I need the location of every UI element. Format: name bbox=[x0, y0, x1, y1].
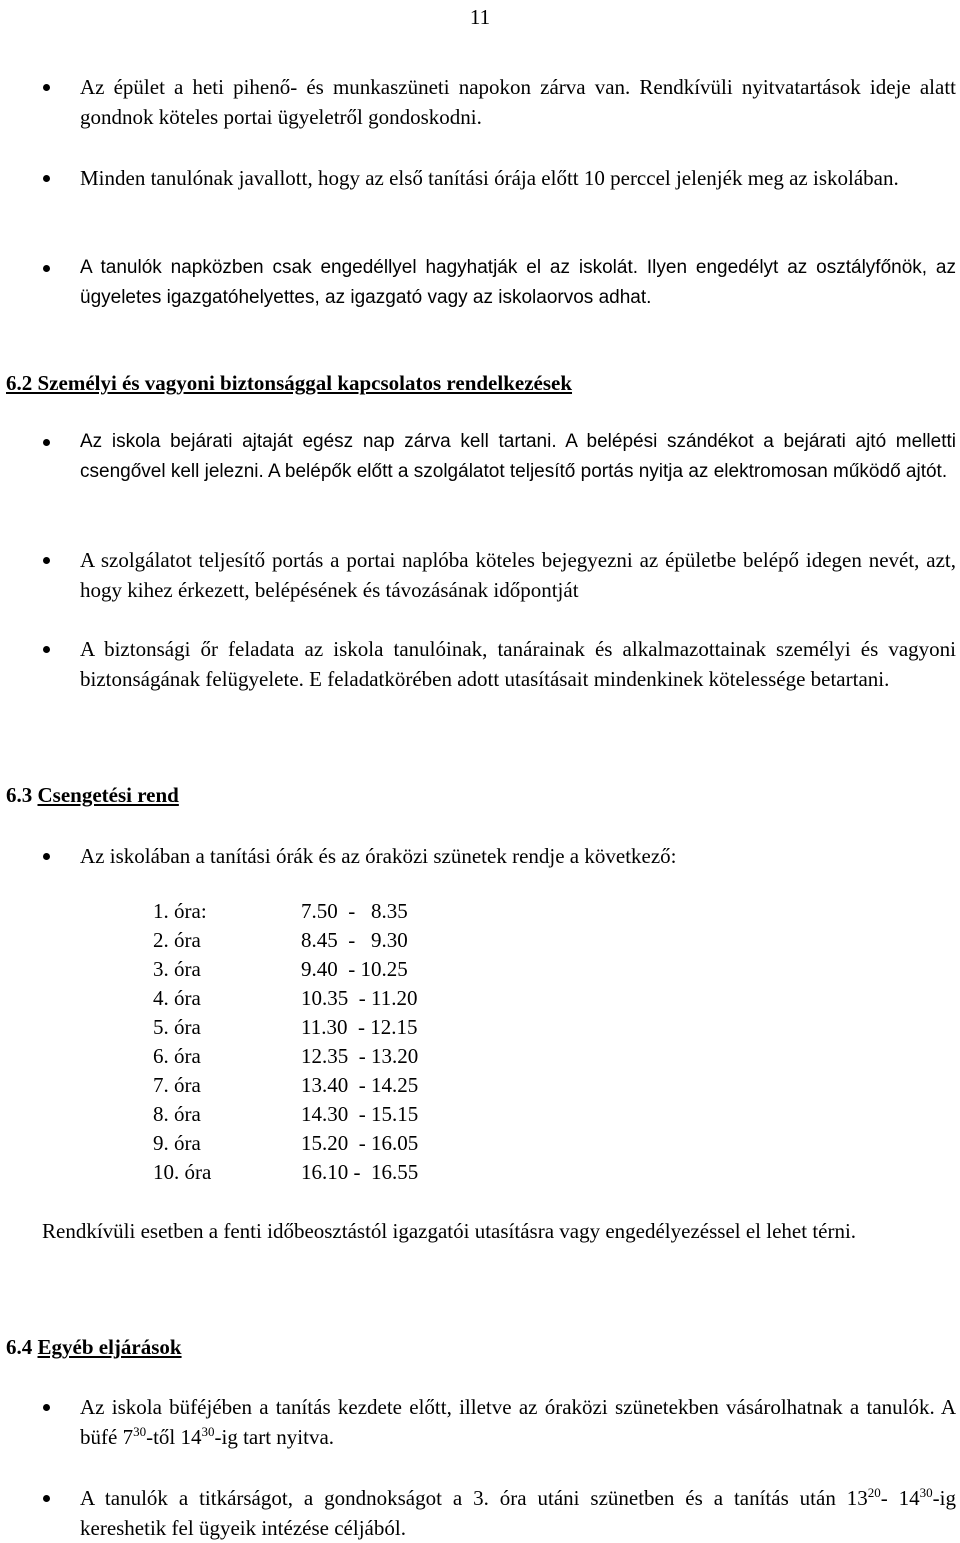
schedule-row: 8. óra 14.30 - 15.15 bbox=[153, 1102, 419, 1126]
bullet-building-closed: Az épület a heti pihenő- és munkaszüneti napokon zárva van. Rendkívüli nyitvatartások ideje alatt gondnok köteles portai ügyeletről gondoskodni. bbox=[80, 72, 956, 132]
schedule-row: 1. óra: 7.50 - 8.35 bbox=[153, 899, 408, 923]
schedule-row: 3. óra 9.40 - 10.25 bbox=[153, 957, 408, 981]
schedule-row: 7. óra 13.40 - 14.25 bbox=[153, 1073, 419, 1097]
bullet-schedule-intro: Az iskolában a tanítási órák és az óraközi szünetek rendje a következő: bbox=[80, 841, 956, 871]
section-6-3-heading: 6.3 Csengetési rend bbox=[6, 783, 179, 807]
bullet-leaving-permission: A tanulók napközben csak engedéllyel hagyhatják el az iskolát. Ilyen engedélyt az osztályfőnök, az ügyeletes igazgatóhelyettes, az igazgató vagy az iskolaorvos adhat. bbox=[80, 253, 956, 313]
bullet-office-hours: A tanulók a titkárságot, a gondnokságot a 3. óra utáni szünetben és a tanítás után $13^{20}-$ $14^{30}-ig$ kereshetik fel ügyeik intézése céljából. bbox=[80, 1483, 956, 1543]
bullet-security-guard: A biztonsági őr feladata az iskola tanulóinak, tanárainak és alkalmazottainak személyi és vagyoni biztonságának felügyelete. E feladatkörében adott utasításait mindenkinek kötelessége betartani. bbox=[80, 634, 956, 694]
page-number: 11 bbox=[469, 5, 491, 29]
bullet-arrival-time: Minden tanulónak javallott, hogy az első tanítási órája előtt 10 perccel jelenjék meg az iskolában. bbox=[80, 163, 956, 193]
bullet-porter-log: A szolgálatot teljesítő portás a portai naplóba köteles bejegyezni az épületbe belépő idegen nevét, azt, hogy kihez érkezett, belépésének és távozásának időpontját bbox=[80, 545, 956, 605]
section-6-2-heading: 6.2 Személyi és vagyoni biztonsággal kapcsolatos rendelkezések bbox=[6, 371, 573, 395]
schedule-row: 5. óra 11.30 - 12.15 bbox=[153, 1015, 418, 1039]
section-6-4-heading: 6.4 Egyéb eljárások bbox=[6, 1335, 182, 1359]
schedule-row: 6. óra 12.35 - 13.20 bbox=[153, 1044, 419, 1068]
schedule-row: 9. óra 15.20 - 16.05 bbox=[153, 1131, 419, 1155]
bullet-buffet: Az iskola büféjében a tanítás kezdete előtt, illetve az óraközi szünetekben vásárolhatnak a tanulók. A büfé $7^{30}$-től $14^{30}-ig$ tart nyitva. bbox=[80, 1392, 956, 1452]
schedule-row: 2. óra 8.45 - 9.30 bbox=[153, 928, 408, 952]
schedule-exception-note: Rendkívüli esetben a fenti időbeosztástól igazgatói utasításra vagy engedélyezéssel el lehet térni. bbox=[42, 1219, 857, 1243]
schedule-row: 4. óra 10.35 - 11.20 bbox=[153, 986, 418, 1010]
schedule-row: 10. óra 16.10 - 16.55 bbox=[153, 1160, 419, 1184]
bell-schedule bbox=[153, 897, 418, 1187]
bullet-entrance-door: Az iskola bejárati ajtaját egész nap zárva kell tartani. A belépési szándékot a bejárati ajtó melletti csengővel kell jelezni. A belépők előtt a szolgálatot teljesítő portás nyitja az elektromosan működő ajtót. bbox=[80, 427, 956, 487]
